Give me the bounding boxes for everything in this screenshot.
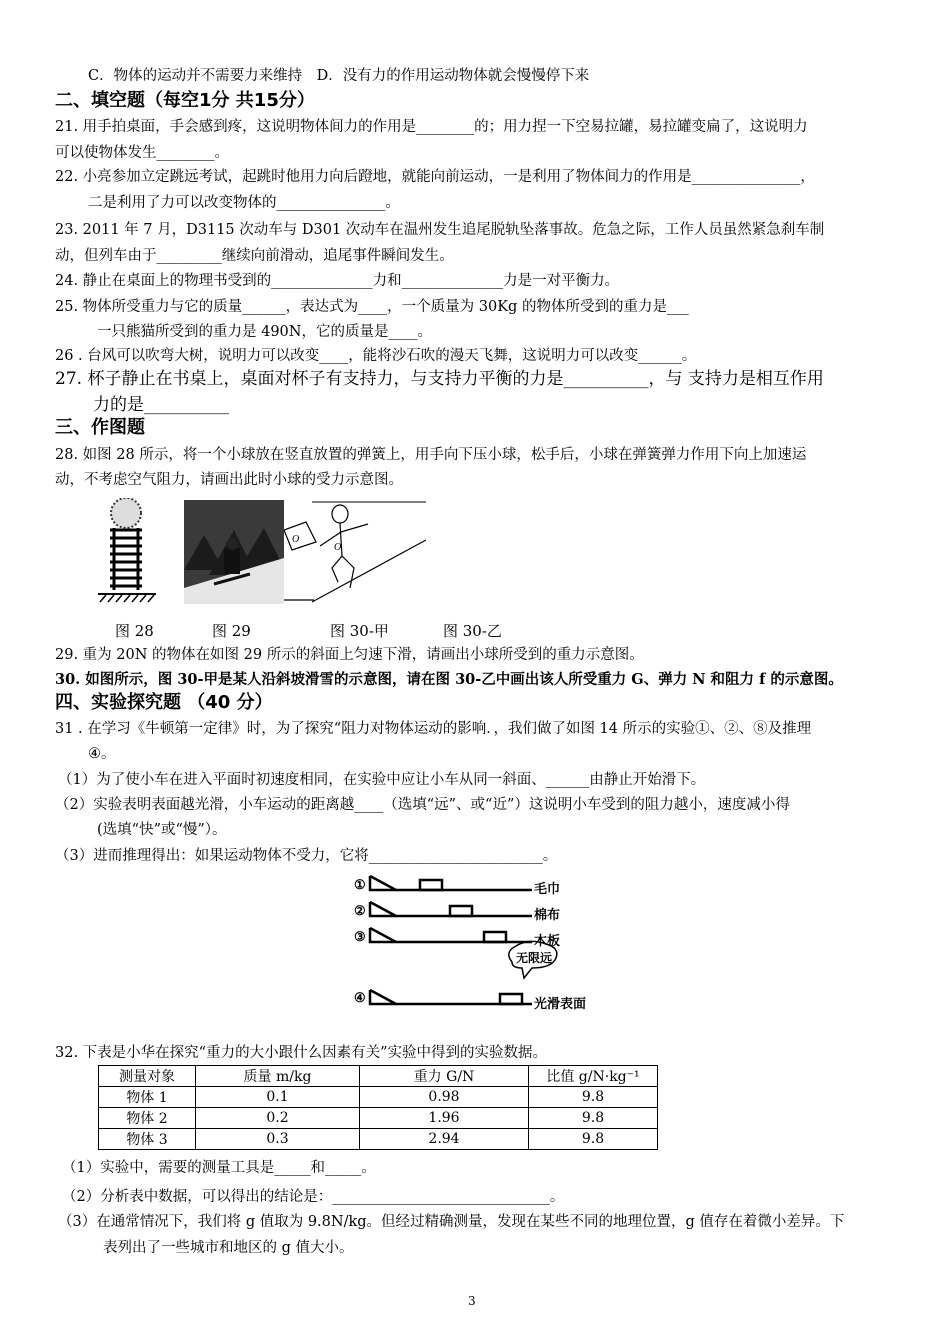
q22-line2: 二是利用了力可以改变物体的_______________。 (88, 195, 400, 211)
figure-30b-caption: 图 30-乙 (443, 622, 502, 640)
figure-28-spring (96, 498, 158, 604)
exp-num-1: ① (354, 878, 366, 893)
q21-line1: 21. 用手拍桌面，手会感到疼，这说明物体间力的作用是________的；用力捏一下空易拉罐，易拉罐变扁了，这说明力 (55, 119, 808, 135)
q24: 24. 静止在桌面上的物理书受到的______________力和______________力是一对平衡力。 (55, 273, 620, 289)
table-cell: 0.98 (360, 1087, 529, 1108)
table-row (99, 1108, 658, 1129)
q25-line1: 25. 物体所受重力与它的质量______，表达式为____，一个质量为 30Kg 的物体所受到的重力是___ (55, 299, 689, 315)
table-cell: 1.96 (360, 1108, 529, 1129)
figure-29-caption: 图 29 (212, 622, 251, 640)
figure-14-experiment (354, 872, 600, 1020)
figure-30-slope-diagram (284, 500, 426, 604)
exp-num-4: ④ (354, 991, 366, 1006)
exp-num-2: ② (354, 904, 366, 919)
q28-line2: 动，不考虑空气阻力，请画出此时小球的受力示意图。 (55, 472, 403, 488)
table-header: 重力 G/N (360, 1066, 529, 1087)
exp-num-3: ③ (354, 930, 366, 945)
table-cell: 物体 3 (99, 1129, 196, 1150)
table-cell: 物体 1 (99, 1087, 196, 1108)
q32-part3-line2: 表列出了一些城市和地区的 g 值大小。 (103, 1240, 354, 1256)
q32-part3-line1: （3）在通常情况下，我们将 g 值取为 9.8N/kg。但经过精确测量，发现在某些不同的地理位置，g 值存在着微小差异。下 (58, 1214, 845, 1230)
q30: 30. 如图所示，图 30-甲是某人沿斜坡滑雪的示意图，请在图 30-乙中画出该人所受重力 G、弹力 N 和阻力 f 的示意图。 (55, 671, 843, 688)
data-table (98, 1065, 658, 1150)
svg-text:O: O (334, 542, 342, 553)
table-row (99, 1129, 658, 1150)
table-cell: 9.8 (529, 1108, 658, 1129)
exp-surface-smooth: 光滑表面 (534, 997, 587, 1012)
q29: 29. 重为 20N 的物体在如图 29 所示的斜面上匀速下滑，请画出小球所受到的重力示意图。 (55, 647, 644, 663)
q32-part1: （1）实验中，需要的测量工具是_____和_____。 (62, 1160, 376, 1176)
exp-surface-wood: 木板 (534, 934, 561, 949)
q23-line2: 动，但列车由于_________继续向前滑动，追尾事件瞬间发生。 (55, 248, 454, 264)
table-cell: 物体 2 (99, 1108, 196, 1129)
q27-line1: 27. 杯子静止在书桌上，桌面对杯子有支持力，与支持力平衡的力是__________，与 支持力是相互作用 (55, 369, 824, 389)
table-cell: 9.8 (529, 1087, 658, 1108)
section-experiment-heading: 四、实验探究题 （40 分） (55, 692, 273, 713)
q27-line2: 力的是__________ (93, 395, 229, 415)
section-fill-in-heading: 二、填空题（每空1分 共15分） (55, 90, 315, 111)
exp-bubble-text: 无限远 (516, 951, 553, 965)
q31-line2: ④。 (88, 746, 116, 762)
table-header: 比值 g/N·kg⁻¹ (529, 1066, 658, 1087)
table-cell: 9.8 (529, 1129, 658, 1150)
q23-line1: 23. 2011 年 7 月，D3115 次动车与 D301 次动车在温州发生追尾脱轨坠落事故。危急之际，工作人员虽然紧急刹车制 (55, 222, 825, 238)
svg-text:O: O (292, 534, 300, 545)
exp-surface-cotton: 棉布 (534, 908, 561, 923)
q28-line1: 28. 如图 28 所示，将一个小球放在竖直放置的弹簧上，用手向下压小球，松手后，小球在弹簧弹力作用下向上加速运 (55, 447, 807, 463)
q31-line1: 31 . 在学习《牛顿第一定律》时，为了探究“阻力对物体运动的影响．，我们做了如图 14 所示的实验①、②、⑧及推理 (55, 721, 812, 737)
q22-line1: 22. 小亮参加立定跳远考试，起跳时他用力向后蹬地，就能向前运动，一是利用了物体间力的作用是_______________， (55, 169, 815, 185)
exp-surface-towel: 毛巾 (534, 882, 561, 897)
table-header: 质量 m/kg (196, 1066, 360, 1087)
figure-28-caption: 图 28 (115, 622, 154, 640)
q31-part2-line1: （2）实验表明表面越光滑，小车运动的距离越____（选填“远”、或“近”）这说明小车受到的阻力越小，速度减小得 (55, 797, 790, 813)
page-number: 3 (468, 1294, 476, 1308)
option-cd: C．物体的运动并不需要力来维持 D．没有力的作用运动物体就会慢慢停下来 (88, 68, 590, 84)
table-cell: 2.94 (360, 1129, 529, 1150)
table-cell: 0.3 (196, 1129, 360, 1150)
q26: 26 . 台风可以吹弯大树，说明力可以改变____，能将沙石吹的漫天飞舞，这说明力可以改变______。 (55, 348, 697, 364)
q32-part2: （2）分析表中数据，可以得出的结论是：______________________________。 (62, 1189, 565, 1205)
table-header-row (99, 1066, 658, 1087)
figure-30a-caption: 图 30-甲 (330, 622, 389, 640)
q32-intro: 32. 下表是小华在探究“重力的大小跟什么因素有关”实验中得到的实验数据。 (55, 1045, 547, 1061)
q25-line2: 一只熊猫所受到的重力是 490N，它的质量是____。 (97, 324, 432, 340)
q31-part1: （1）为了使小车在进入平面时初速度相同，在实验中应让小车从同一斜面、______由静止开始滑下。 (58, 772, 706, 788)
figure-29-slope-photo (184, 500, 284, 604)
table-cell: 0.1 (196, 1087, 360, 1108)
q31-part3: （3）进而推理得出：如果运动物体不受力，它将________________________。 (55, 848, 558, 864)
q31-part2-line2: (选填“快”或“慢”）。 (97, 822, 227, 838)
table-header: 测量对象 (99, 1066, 196, 1087)
table-cell: 0.2 (196, 1108, 360, 1129)
section-drawing-heading: 三、作图题 (55, 417, 145, 438)
table-row (99, 1087, 658, 1108)
q21-line2: 可以使物体发生________。 (55, 145, 229, 161)
